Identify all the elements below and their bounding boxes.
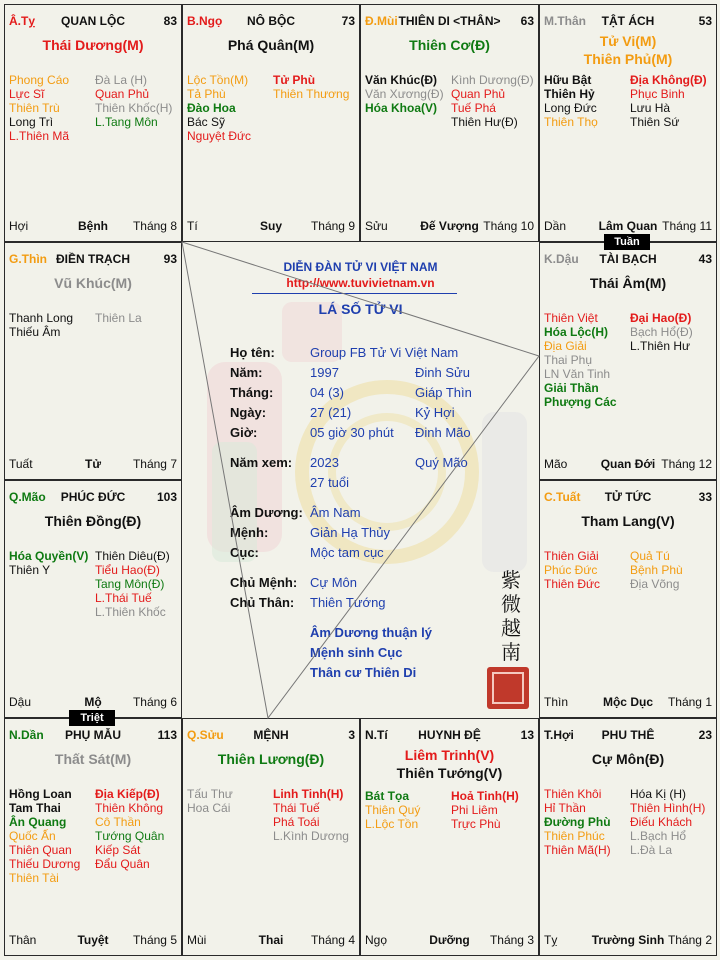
minor-star: L.Thiên Mã <box>9 129 70 143</box>
palace-footer <box>544 457 712 471</box>
minor-star: Đại Hao(Đ) <box>630 311 692 325</box>
palace-name: TÀI BẠCH <box>599 252 657 266</box>
minor-stars-right <box>95 73 172 129</box>
palace-number: 63 <box>520 14 534 28</box>
info-value: 05 giờ 30 phút <box>310 425 394 440</box>
palace-mao <box>4 480 182 718</box>
footer-left: Dậu <box>9 695 32 709</box>
minor-star: Ân Quang <box>9 815 67 829</box>
minor-star: Thiên Trù <box>9 101 60 115</box>
palace-header <box>9 14 177 30</box>
minor-star: Phá Toái <box>273 815 320 829</box>
info-value: Group FB Tử Vi Việt Nam <box>310 345 459 360</box>
minor-star: Thiên Khôi <box>544 787 602 801</box>
palace-name: QUAN LỘC <box>61 14 125 28</box>
minor-star: Bệnh Phù <box>630 563 683 577</box>
minor-star: Phúc Đức <box>544 563 598 577</box>
palace-name: PHU THÊ <box>601 728 655 742</box>
minor-star: Thiên La <box>95 311 142 325</box>
footer-left: Hợi <box>9 219 29 233</box>
palace-tuat <box>539 480 717 718</box>
footer-left: Dần <box>544 219 567 233</box>
minor-star: Tướng Quân <box>95 829 165 843</box>
palace-footer <box>544 219 712 233</box>
palace-hoi <box>539 718 717 956</box>
minor-star: Thiên Phúc <box>544 829 605 843</box>
info-value: Thiên Tướng <box>310 595 386 610</box>
minor-star: Thiên Hư(Đ) <box>451 115 518 129</box>
minor-star: Hóa Quyền(V) <box>9 549 89 563</box>
minor-stars-left <box>365 73 444 115</box>
palace-footer <box>365 219 534 233</box>
minor-star: Tiểu Hao(Đ) <box>95 563 160 577</box>
palace-footer <box>187 219 355 233</box>
minor-star: Địa Giải <box>544 339 587 353</box>
info-value: 04 (3) <box>310 385 344 400</box>
site-name: DIỄN ĐÀN TỬ VI VIỆT NAM <box>283 260 438 274</box>
minor-star: L.Lộc Tồn <box>365 817 419 831</box>
minor-stars-right <box>630 549 683 591</box>
footer-right: Tháng 10 <box>483 219 534 233</box>
minor-star: Thai Phụ <box>544 353 593 367</box>
chart-center-panel <box>182 242 539 718</box>
palace-branch: Đ.Mùi <box>365 14 398 28</box>
minor-star: Thiên Quý <box>365 803 421 817</box>
header-divider <box>252 293 457 294</box>
minor-star: Thiên Giải <box>544 549 599 563</box>
minor-star: Thiên Không <box>95 801 164 815</box>
palace-footer <box>187 933 355 947</box>
minor-star: Thái Tuế <box>273 801 320 815</box>
minor-star: Kiếp Sát <box>95 843 141 857</box>
palace-branch: Q.Mão <box>9 490 46 504</box>
minor-star: Thiên Tài <box>9 871 59 885</box>
minor-star: Phong Cáo <box>9 73 70 87</box>
info-label: Cục: <box>230 545 259 560</box>
info-label: Chủ Mệnh: <box>230 575 298 590</box>
palace-footer <box>9 457 177 471</box>
palace-name: THIÊN DI <THÂN> <box>398 14 501 28</box>
triet-marker: Triệt <box>69 710 115 726</box>
palace-branch: N.Dần <box>9 728 44 742</box>
minor-star: Địa Võng <box>630 577 680 591</box>
minor-stars-left <box>544 549 600 591</box>
palace-name: PHỤ MẪU <box>65 728 121 742</box>
info-label: Năm: <box>230 365 263 380</box>
tuan-marker: Tuần <box>604 234 650 250</box>
minor-stars-left <box>9 73 69 143</box>
info-value: Âm Nam <box>310 505 361 520</box>
minor-star: Hữu Bật <box>544 73 592 87</box>
minor-star: Đường Phù <box>544 815 611 829</box>
footer-left: Ngọ <box>365 933 388 947</box>
palace-mui <box>360 4 539 242</box>
major-star: Thiên Phủ(M) <box>583 51 673 67</box>
minor-stars-right <box>95 549 170 619</box>
info-can-chi: Đinh Sửu <box>415 365 470 380</box>
palace-branch: C.Tuất <box>544 490 581 504</box>
palace-ty <box>4 4 182 242</box>
major-star: Thiên Tướng(V) <box>396 765 503 781</box>
minor-star: Tấu Thư <box>187 787 233 801</box>
minor-stars-right <box>630 311 693 353</box>
chart-note: Mệnh sinh Cục <box>310 645 403 660</box>
minor-star: Đà La (H) <box>95 73 148 87</box>
minor-star: Long Trì <box>9 115 54 129</box>
palace-than <box>539 4 717 242</box>
minor-star: Hồng Loan <box>9 787 72 801</box>
minor-star: Cô Thần <box>95 815 141 829</box>
minor-star: Tang Môn(Đ) <box>95 577 165 591</box>
minor-star: Nguyệt Đức <box>187 129 252 143</box>
palace-number: 43 <box>698 252 712 266</box>
palace-footer <box>365 933 534 947</box>
palace-header <box>365 728 534 744</box>
minor-star: Thiên Hình(H) <box>630 801 706 815</box>
minor-star: Địa Không(Đ) <box>630 73 707 87</box>
major-star: Thiên Đồng(Đ) <box>44 513 142 529</box>
minor-star: L.Tang Môn <box>95 115 158 129</box>
minor-star: Hoa Cái <box>187 801 231 815</box>
major-star: Thái Âm(M) <box>589 275 667 291</box>
minor-stars-left <box>9 787 80 885</box>
palace-number: 33 <box>698 490 712 504</box>
palace-branch: Â.Tỵ <box>9 14 36 28</box>
palace-name: TỬ TỨC <box>604 490 652 504</box>
minor-star: Hóa Khoa(V) <box>365 101 437 115</box>
footer-right: Tháng 2 <box>667 933 712 947</box>
minor-star: Đào Hoa <box>187 101 236 115</box>
palace-number: 23 <box>698 728 712 742</box>
palace-number: 73 <box>341 14 355 28</box>
chinese-character: 越 <box>501 616 521 640</box>
minor-star: Bát Tọa <box>365 789 410 803</box>
palace-branch: T.Hợi <box>544 728 574 742</box>
footer-center: Thai <box>258 933 284 947</box>
palace-dau <box>539 242 717 480</box>
footer-right: Tháng 7 <box>132 457 177 471</box>
minor-star: Văn Khúc(Đ) <box>365 73 437 87</box>
palace-footer <box>9 695 177 709</box>
major-star: Thiên Cơ(Đ) <box>409 37 490 53</box>
palace-branch: N.Tí <box>365 728 388 742</box>
footer-right: Tháng 11 <box>662 219 712 233</box>
palace-footer <box>544 933 712 947</box>
palace-name: ĐIỀN TRẠCH <box>56 252 130 266</box>
minor-star: Long Đức <box>544 101 597 115</box>
palace-number: 53 <box>698 14 712 28</box>
footer-left: Tỵ <box>544 933 558 947</box>
minor-star: L.Thiên Hư <box>630 339 691 353</box>
minor-stars-left <box>544 787 611 857</box>
minor-star: L.Kình Dương <box>273 829 349 843</box>
minor-stars-left <box>9 549 88 577</box>
minor-star: Thiên Sứ <box>630 115 680 129</box>
palace-header <box>544 490 712 506</box>
footer-center: Dưỡng <box>429 933 470 947</box>
minor-star: Tả Phù <box>187 87 226 101</box>
red-seal-stamp <box>487 667 529 709</box>
major-star: Thái Dương(M) <box>42 37 144 53</box>
palace-header <box>365 14 534 30</box>
minor-stars-left <box>9 311 73 339</box>
footer-right: Tháng 6 <box>132 695 177 709</box>
palace-suu <box>182 718 360 956</box>
info-value: Cự Môn <box>310 575 357 590</box>
minor-star: Quan Phủ <box>95 87 150 101</box>
footer-right: Tháng 9 <box>310 219 355 233</box>
minor-star: Địa Kiếp(Đ) <box>95 787 160 801</box>
info-can-chi: Kỷ Hợi <box>415 405 455 420</box>
palace-branch: K.Dậu <box>544 252 579 266</box>
info-can-chi: Giáp Thìn <box>415 385 472 400</box>
chart-note: Âm Dương thuận lý <box>310 625 432 640</box>
palace-dan <box>4 718 182 956</box>
minor-star: Thiên Hỷ <box>544 87 595 101</box>
minor-star: Giải Thần <box>544 381 599 395</box>
minor-star: Hóa Lộc(H) <box>544 325 608 339</box>
minor-stars-right <box>95 787 164 871</box>
palace-name: PHÚC ĐỨC <box>60 490 126 504</box>
minor-star: Hóa Kị (H) <box>630 787 687 801</box>
minor-star: Thiếu Âm <box>9 325 61 339</box>
footer-left: Mão <box>544 457 568 471</box>
minor-star: L.Thái Tuế <box>95 591 152 605</box>
footer-center: Tử <box>84 457 102 471</box>
minor-star: Lực Sĩ <box>9 87 45 101</box>
palace-name: HUYNH ĐỆ <box>418 728 481 742</box>
palace-header <box>9 728 177 744</box>
footer-center: Bệnh <box>78 219 108 233</box>
minor-star: Lộc Tồn(M) <box>187 73 249 87</box>
footer-center: Đế Vượng <box>420 219 479 233</box>
info-value: 2023 <box>310 455 339 470</box>
minor-stars-left <box>365 789 420 831</box>
major-star: Thiên Lương(Đ) <box>217 751 325 767</box>
minor-star: Thiếu Dương <box>9 857 81 871</box>
minor-stars-right <box>95 311 142 325</box>
palace-thin <box>4 242 182 480</box>
minor-star: L.Đà La <box>630 843 673 857</box>
footer-right: Tháng 8 <box>132 219 177 233</box>
palace-branch: B.Ngọ <box>187 14 223 28</box>
major-star: Thất Sát(M) <box>54 751 132 767</box>
minor-star: LN Văn Tinh <box>544 367 611 381</box>
minor-star: Quan Phủ <box>451 87 506 101</box>
info-can-chi: Đinh Mão <box>415 425 471 440</box>
palace-footer <box>544 695 712 709</box>
minor-star: L.Thiên Khốc <box>95 605 166 619</box>
minor-star: Quả Tú <box>630 549 670 563</box>
info-label: Họ tên: <box>230 345 275 360</box>
footer-center: Tuyệt <box>77 933 109 947</box>
chinese-character: 南 <box>501 640 521 664</box>
info-value: Giản Hạ Thủy <box>310 525 390 540</box>
major-star: Vũ Khúc(M) <box>54 275 132 291</box>
minor-star: Tam Thai <box>9 801 61 815</box>
minor-star: Hỉ Thần <box>544 801 586 815</box>
major-star: Cự Môn(Đ) <box>591 751 665 767</box>
palace-branch: M.Thân <box>544 14 586 28</box>
palace-name: TẬT ÁCH <box>601 14 655 28</box>
info-value: 27 (21) <box>310 405 352 420</box>
minor-star: Trực Phù <box>451 817 501 831</box>
info-value: 1997 <box>310 365 339 380</box>
palace-header <box>9 252 177 268</box>
minor-star: Thiên Diêu(Đ) <box>95 549 170 563</box>
minor-star: Văn Xương(Đ) <box>365 87 444 101</box>
palace-ti <box>360 718 539 956</box>
minor-stars-left <box>187 787 233 815</box>
footer-center: Mộ <box>84 695 102 709</box>
minor-star: Bác Sỹ <box>187 115 226 129</box>
palace-number: 93 <box>163 252 177 266</box>
palace-header <box>9 490 177 506</box>
minor-star: Quốc Ấn <box>9 829 56 843</box>
minor-star: Kình Dương(Đ) <box>451 73 534 87</box>
minor-star: Phục Binh <box>630 87 685 101</box>
minor-stars-left <box>544 73 598 129</box>
minor-stars-right <box>451 789 519 831</box>
footer-right: Tháng 4 <box>310 933 355 947</box>
palace-header <box>544 728 712 744</box>
palace-branch: Q.Sửu <box>187 728 224 742</box>
minor-star: Thiên Thương <box>273 87 350 101</box>
seal-inner <box>492 672 524 704</box>
minor-star: L.Bạch Hổ <box>630 829 687 843</box>
palace-number: 113 <box>157 728 177 742</box>
minor-star: Điếu Khách <box>630 815 693 829</box>
palace-name: NÔ BỘC <box>247 14 295 28</box>
palace-footer <box>9 219 177 233</box>
minor-star: Thiên Khốc(H) <box>95 101 173 115</box>
minor-star: Thanh Long <box>9 311 74 325</box>
info-can-chi: Quý Mão <box>415 455 468 470</box>
major-star: Liêm Trinh(V) <box>404 747 495 763</box>
palace-number: 103 <box>156 490 177 504</box>
footer-left: Mùi <box>187 933 207 947</box>
palace-branch: G.Thìn <box>9 252 47 266</box>
minor-star: Đẩu Quân <box>95 857 150 871</box>
minor-stars-right <box>451 73 534 129</box>
minor-star: Lưu Hà <box>630 101 671 115</box>
info-label: Mệnh: <box>230 525 269 540</box>
palace-number: 3 <box>348 728 355 742</box>
footer-right: Tháng 12 <box>661 457 712 471</box>
minor-star: Bạch Hổ(Đ) <box>630 325 693 339</box>
chinese-character: 紫 <box>501 568 521 592</box>
minor-stars-right <box>630 73 707 129</box>
minor-stars-right <box>630 787 705 857</box>
footer-center: Mộc Dục <box>602 695 653 709</box>
minor-star: Phượng Các <box>544 395 617 409</box>
footer-right: Tháng 5 <box>132 933 177 947</box>
palace-header <box>544 14 712 30</box>
footer-left: Sửu <box>365 219 388 233</box>
minor-star: Thiên Việt <box>544 311 598 325</box>
footer-left: Thìn <box>544 695 569 709</box>
minor-star: Thiên Mã(H) <box>544 843 611 857</box>
footer-right: Tháng 1 <box>667 695 712 709</box>
minor-star: Thiên Đức <box>544 577 601 591</box>
minor-star: Tuế Phá <box>451 101 496 115</box>
footer-left: Tí <box>187 219 198 233</box>
palace-footer <box>9 933 177 947</box>
palace-ngo <box>182 4 360 242</box>
minor-star: Thiên Thọ <box>544 115 598 129</box>
footer-left: Thân <box>9 933 37 947</box>
info-label: Chủ Thân: <box>230 595 295 610</box>
footer-center: Suy <box>259 219 282 233</box>
chinese-character: 微 <box>501 592 521 616</box>
footer-left: Tuất <box>9 457 33 471</box>
minor-star: Tử Phù <box>273 73 316 87</box>
info-label: Giờ: <box>230 425 258 440</box>
minor-stars-left <box>187 73 251 143</box>
site-url[interactable]: http://www.tuvivietnam.vn <box>286 276 435 290</box>
palace-name: MỆNH <box>253 728 289 742</box>
footer-center: Quan Đới <box>600 457 656 471</box>
info-label: Ngày: <box>230 405 267 420</box>
info-label: Âm Dương: <box>230 505 303 520</box>
info-label: Tháng: <box>230 385 274 400</box>
chart-title: LÁ SỐ TỬ VI <box>318 301 403 317</box>
minor-stars-left <box>544 311 617 409</box>
info-value: Mộc tam cục <box>310 545 384 560</box>
palace-header <box>187 14 355 30</box>
palace-header <box>544 252 712 268</box>
footer-center: Lâm Quan <box>598 219 658 233</box>
minor-stars-right <box>273 73 349 101</box>
chart-note: Thân cư Thiên Di <box>310 665 417 680</box>
footer-center: Trường Sinh <box>591 933 665 947</box>
minor-star: Linh Tinh(H) <box>273 787 344 801</box>
major-star: Tham Lang(V) <box>581 513 675 529</box>
palace-header <box>187 728 355 744</box>
minor-stars-right <box>273 787 349 843</box>
palace-number: 83 <box>163 14 177 28</box>
minor-star: Thiên Y <box>9 563 51 577</box>
palace-number: 13 <box>520 728 534 742</box>
minor-star: Thiên Quan <box>9 843 72 857</box>
info-value: 27 tuổi <box>310 475 350 490</box>
major-star: Tử Vi(M) <box>599 33 657 49</box>
major-star: Phá Quân(M) <box>227 37 315 53</box>
info-label: Năm xem: <box>230 455 293 470</box>
minor-star: Hoả Tinh(H) <box>451 789 519 803</box>
minor-star: Phi Liêm <box>451 803 498 817</box>
footer-right: Tháng 3 <box>489 933 534 947</box>
